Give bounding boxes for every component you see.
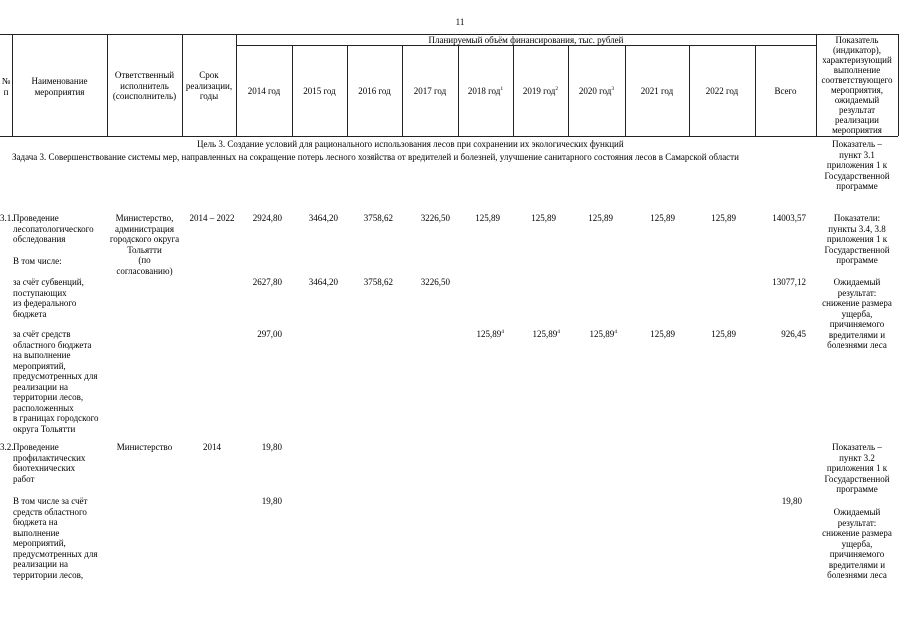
row-number: 3.2.: [0, 442, 14, 452]
cell-2014: 2627,80: [252, 277, 282, 287]
year-header: 2021 год: [640, 86, 674, 96]
header-term: Срок реализации, годы: [185, 70, 233, 101]
header-num: № п: [1, 76, 11, 97]
cell-2014: 19,80: [261, 442, 282, 452]
cell-2017: 3226,50: [420, 213, 450, 223]
cell-total: 13077,12: [772, 277, 806, 287]
row-indicator: Ожидаемый результат: снижение размера ущерба, причиняемого вредителями и болезнями леса: [822, 507, 892, 580]
row-name: В том числе за счёт средств областного бюджета на выполнение мероприятий, предусмотренных для реализации на территории лесов,: [13, 496, 98, 580]
cell-2018: 125,89$^4$: [476, 329, 504, 339]
row-responsible: Министерство, администрация городского округа Тольятти (по согласованию): [109, 213, 180, 276]
row-number: 3.1.: [0, 213, 14, 223]
year-header: 2016 год: [358, 86, 391, 96]
cell-2022: 125,89: [711, 329, 736, 339]
row-indicator: Показатель – пункт 3.2 приложения 1 к Государственной программе: [824, 442, 890, 494]
year-header: 2020 год$^3$: [578, 86, 615, 96]
row-name: Проведение лесопатологического обследования: [13, 213, 94, 244]
row-subhead: В том числе:: [13, 256, 62, 266]
year-header: 2015 год: [303, 86, 336, 96]
cell-2014: 297,00: [257, 329, 282, 339]
row-name: за счёт средств областного бюджета на выполнение мероприятий, предусмотренных для реализации на территории лесов, расположенных в границах городского округа Тольятти: [13, 329, 99, 434]
cell-2017: 3226,50: [420, 277, 450, 287]
row-indicator: Ожидаемый результат: снижение размера ущерба, причиняемого вредителями и болезнями леса: [822, 277, 892, 350]
col-divider: [898, 34, 899, 136]
page-number: 11: [455, 17, 465, 27]
cell-total: 19,80: [781, 496, 802, 506]
cell-2021: 125,89: [650, 329, 675, 339]
year-header: 2014 год: [247, 86, 281, 96]
task-indicator: Показатель – пункт 3.1 приложения 1 к Государственной программе: [824, 139, 890, 191]
task-text: Задача 3. Совершенствование системы мер, направленных на сокращение потерь лесного хозяйства от вредителей и болезней, улучшение санитарного состояния лесов в Самарской области: [12, 152, 739, 162]
cell-2016: 3758,62: [363, 213, 393, 223]
cell-2019: 125,89$^4$: [532, 329, 560, 339]
row-term: 2014 – 2022: [189, 213, 235, 223]
cell-2015: 3464,20: [308, 277, 338, 287]
row-name: за счёт субвенций, поступающих из федерального бюджета: [13, 277, 84, 319]
row-responsible: Министерство: [116, 442, 173, 452]
cell-2016: 3758,62: [363, 277, 393, 287]
cell-2022: 125,89: [711, 213, 736, 223]
cell-2015: 3464,20: [308, 213, 338, 223]
header-responsible: Ответственный исполнитель (соисполнитель): [112, 70, 177, 101]
year-header: 2018 год$^1$: [467, 86, 504, 96]
row-term: 2014: [203, 442, 221, 452]
header-funding-title: Планируемый объём финансирования, тыс. рублей: [428, 35, 624, 45]
cell-total: 926,45: [781, 329, 806, 339]
row-indicator: Показатели: пункты 3.4, 3.8 приложения 1 к Государственной программе: [824, 213, 890, 265]
cell-2014: 2924,80: [252, 213, 282, 223]
goal-text: Цель 3. Создание условий для рационального использования лесов при сохранении их экологических функций: [197, 139, 624, 149]
cell-2020: 125,89$^4$: [589, 329, 617, 339]
cell-2020: 125,89: [588, 213, 613, 223]
year-header: 2017 год: [413, 86, 447, 96]
year-header-total: Всего: [774, 86, 797, 96]
row-name: Проведение профилактических биотехнических работ: [13, 442, 86, 484]
header-indicator: Показатель (индикатор), характеризующий выполнение соответствующего мероприятия, ожидаемый результат реализации мероприятия: [821, 35, 893, 135]
cell-2021: 125,89: [650, 213, 675, 223]
cell-2018: 125,89: [475, 213, 500, 223]
year-header: 2019 год$^2$: [522, 86, 559, 96]
col-divider: [236, 34, 237, 136]
cell-2019: 125,89: [531, 213, 556, 223]
header-name: Наименование мероприятия: [31, 76, 88, 97]
cell-total: 14003,57: [772, 213, 806, 223]
year-header: 2022 год: [705, 86, 739, 96]
cell-2014: 19,80: [261, 496, 282, 506]
header-bottom-border: [0, 136, 898, 137]
